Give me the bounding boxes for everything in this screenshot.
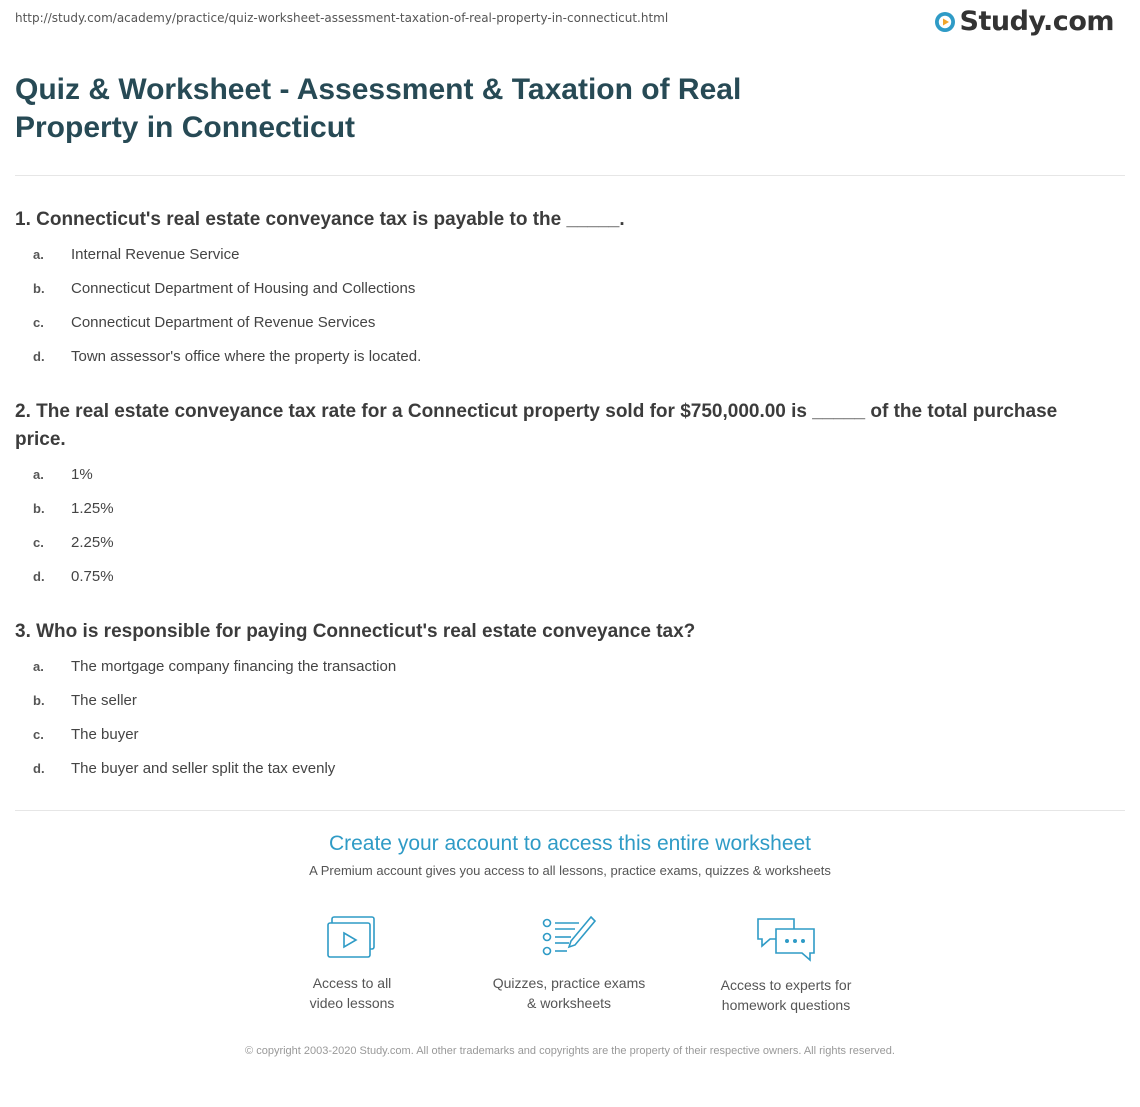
answer-option[interactable]	[15, 271, 1095, 305]
answer-option[interactable]	[15, 717, 1095, 751]
answer-option[interactable]	[15, 339, 1095, 373]
feature-video-lessons	[252, 915, 452, 1013]
quiz-checklist-icon	[541, 915, 597, 961]
option-letter: d.	[33, 568, 45, 584]
option-letter: b.	[33, 280, 45, 296]
page-url: http://study.com/academy/practice/quiz-worksheet-assessment-taxation-of-real-property-in-connecticut.html	[15, 11, 669, 25]
option-letter: a.	[33, 246, 44, 262]
feature-label: Access to all video lessons	[309, 975, 395, 1011]
option-letter: b.	[33, 500, 45, 516]
brand-name: Study.com	[959, 6, 1114, 37]
option-text: 1.25%	[71, 499, 114, 517]
option-letter: b.	[33, 692, 45, 708]
video-lessons-icon	[326, 915, 378, 961]
option-letter: a.	[33, 658, 44, 674]
answer-option[interactable]	[15, 305, 1095, 339]
answer-option[interactable]	[15, 683, 1095, 717]
option-text: Connecticut Department of Revenue Services	[71, 313, 376, 331]
option-text: 2.25%	[71, 533, 114, 551]
option-text: The seller	[71, 691, 137, 709]
study-logo[interactable]	[934, 6, 1114, 37]
option-letter: c.	[33, 726, 44, 742]
answer-option[interactable]	[15, 491, 1095, 525]
option-text: The mortgage company financing the transaction	[71, 657, 397, 675]
divider	[15, 810, 1125, 811]
answer-option[interactable]	[15, 237, 1095, 271]
question-2	[15, 398, 1095, 593]
option-text: Internal Revenue Service	[71, 245, 240, 263]
question-3	[15, 618, 1095, 785]
feature-label: Quizzes, practice exams & worksheets	[492, 975, 646, 1011]
option-text: Town assessor's office where the property is located.	[71, 347, 422, 365]
question-text: 3. Who is responsible for paying Connecticut's real estate conveyance tax?	[15, 621, 696, 642]
option-letter: a.	[33, 466, 44, 482]
create-account-link[interactable]: Create your account to access this entire worksheet	[328, 832, 812, 855]
option-letter: d.	[33, 760, 45, 776]
option-text: 0.75%	[71, 567, 114, 585]
question-text: 1. Connecticut's real estate conveyance tax is payable to the _____.	[15, 209, 625, 230]
answer-option[interactable]	[15, 559, 1095, 593]
answer-option[interactable]	[15, 525, 1095, 559]
question-1	[15, 206, 1095, 373]
divider	[15, 175, 1125, 176]
answer-option[interactable]	[15, 457, 1095, 491]
answer-option[interactable]	[15, 649, 1095, 683]
page-title: Quiz & Worksheet - Assessment & Taxation of Real Property in Connecticut	[15, 73, 742, 144]
option-letter: c.	[33, 534, 44, 550]
question-text: 2. The real estate conveyance tax rate for a Connecticut property sold for $750,000.00 is _____ of the total purchase price.	[15, 401, 1058, 450]
answer-option[interactable]	[15, 751, 1095, 785]
option-letter: d.	[33, 348, 45, 364]
option-text: The buyer and seller split the tax evenly	[71, 759, 336, 777]
copyright-notice: © copyright 2003-2020 Study.com. All other trademarks and copyrights are the property of their respective owners. All rights reserved.	[245, 1045, 895, 1057]
option-text: Connecticut Department of Housing and Collections	[71, 279, 416, 297]
option-text: 1%	[71, 465, 93, 483]
chat-bubbles-icon	[754, 915, 818, 963]
premium-description: A Premium account gives you access to all lessons, practice exams, quizzes & worksheets	[309, 863, 831, 878]
feature-experts	[686, 915, 886, 1015]
play-circle-icon	[934, 11, 956, 33]
feature-quizzes	[469, 915, 669, 1013]
feature-label: Access to experts for homework questions	[720, 977, 852, 1013]
option-letter: c.	[33, 314, 44, 330]
option-text: The buyer	[71, 725, 139, 743]
